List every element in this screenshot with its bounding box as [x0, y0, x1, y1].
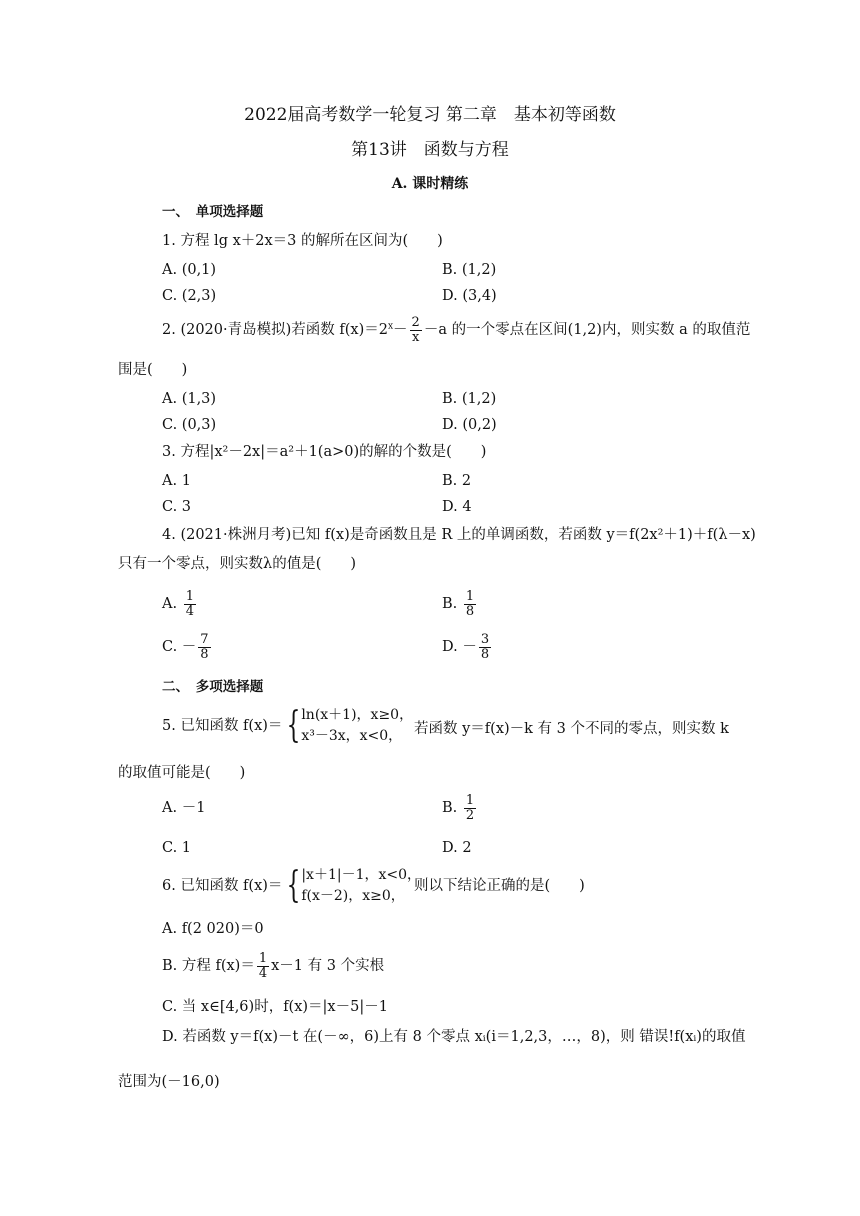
- section-heading: A. 课时精练: [391, 176, 469, 192]
- q6-b-den: 4: [258, 965, 268, 981]
- q6-option-d: D. 若函数 y＝f(x)－t 在(－∞，6)上有 8 个零点 xᵢ(i＝1,2,3，…，8)，则 错误!f(xᵢ)的取值: [162, 1029, 746, 1045]
- question-4-stem: 4. (2021·株洲月考)已知 f(x)是奇函数且是 R 上的单调函数，若函数 y＝f(2x²＋1)＋f(λ－x): [162, 527, 756, 543]
- q4-option-b: [442, 590, 478, 618]
- q6-b-num: 1: [258, 951, 268, 966]
- part-one-heading: 一、 单项选择题: [162, 204, 264, 220]
- q4-option-a: [162, 590, 198, 618]
- q4-a-label: A.: [162, 596, 178, 613]
- q5-option-b: [442, 794, 478, 822]
- q6-option-b: [162, 952, 384, 980]
- q2-stem-post: －a 的一个零点在区间(1,2)内，则实数 a 的取值范: [423, 322, 751, 339]
- q4-d-label: D. －: [442, 639, 477, 656]
- q2-fraction: [410, 316, 422, 344]
- q4-a-num: 1: [185, 589, 194, 604]
- q2-option-d: D. (0,2): [442, 417, 497, 433]
- q2-minus: －: [393, 322, 408, 339]
- q1-option-c: C. (2,3): [162, 288, 217, 304]
- q5-option-a: A. －1: [162, 800, 206, 816]
- q5-case-1: ln(x＋1)，x≥0，: [301, 707, 414, 723]
- q4-a-den: 4: [185, 603, 194, 619]
- q4-d-num: 3: [480, 632, 490, 647]
- q6-b-fraction: [257, 952, 269, 980]
- q4-a-fraction: [184, 590, 196, 618]
- q6-option-c: C. 当 x∈[4,6)时，f(x)＝|x－5|－1: [162, 999, 388, 1015]
- q2-stem-pre: 2. (2020·青岛模拟)若函数 f(x)＝2: [162, 322, 388, 339]
- left-brace-icon: {: [287, 705, 301, 746]
- q5-option-c: C. 1: [162, 840, 192, 856]
- q4-b-den: 8: [465, 603, 475, 619]
- lesson-title: 第13讲 函数与方程: [351, 140, 509, 160]
- q2-frac-num: 2: [411, 315, 420, 330]
- question-4-stem-line2: 只有一个零点，则实数λ的值是( ): [118, 556, 357, 572]
- q3-option-b: B. 2: [442, 473, 472, 489]
- q4-c-den: 8: [200, 646, 209, 662]
- left-brace-icon: {: [287, 865, 301, 906]
- q1-option-a: A. (0,1): [162, 262, 217, 278]
- question-3-stem: 3. 方程|x²－2x|＝a²＋1(a>0)的解的个数是( ): [162, 444, 487, 460]
- q2-option-a: A. (1,3): [162, 391, 217, 407]
- q5-option-d: D. 2: [442, 840, 472, 856]
- question-6-stem-post: 则以下结论正确的是( ): [414, 878, 585, 894]
- q4-b-num: 1: [465, 589, 475, 604]
- q5-piecewise: [301, 705, 413, 747]
- q6-option-a: A. f(2 020)＝0: [162, 921, 264, 937]
- question-5-stem-post: 若函数 y＝f(x)－k 有 3 个不同的零点，则实数 k: [414, 721, 729, 737]
- q3-option-c: C. 3: [162, 499, 192, 515]
- q5-case-2: x³－3x，x<0，: [301, 728, 403, 744]
- q5-b-den: 2: [465, 807, 475, 823]
- q6-stem-pre: 6. 已知函数 f(x)＝: [162, 878, 283, 894]
- q4-option-d: [442, 633, 493, 661]
- q3-option-d: D. 4: [442, 499, 472, 515]
- q6-case-1: |x＋1|－1，x<0，: [301, 867, 422, 883]
- part-two-heading: 二、 多项选择题: [162, 679, 264, 695]
- question-1-stem: 1. 方程 lg x＋2x＝3 的解所在区间为( ): [162, 233, 443, 249]
- q2-option-b: B. (1,2): [442, 391, 497, 407]
- q6-case-2: f(x－2)，x≥0，: [301, 888, 405, 904]
- q4-c-label: C. －: [162, 639, 197, 656]
- q6-b-pre: B. 方程 f(x)＝: [162, 958, 255, 975]
- q5-b-fraction: [464, 794, 476, 822]
- q5-b-num: 1: [465, 793, 475, 808]
- q4-c-fraction: [198, 633, 210, 661]
- q4-b-fraction: [464, 590, 476, 618]
- page-title: 2022届高考数学一轮复习 第二章 基本初等函数: [244, 105, 616, 125]
- question-6-stem: [162, 865, 421, 907]
- q6-piecewise: [301, 865, 421, 907]
- question-2-stem: [162, 316, 750, 344]
- q4-d-den: 8: [480, 646, 490, 662]
- q6-option-d-line2: 范围为(－16,0): [118, 1074, 220, 1090]
- question-5-stem: [162, 705, 413, 747]
- q4-option-c: [162, 633, 213, 661]
- q2-frac-den: x: [412, 329, 420, 345]
- question-5-stem-line2: 的取值可能是( ): [118, 765, 246, 781]
- q1-option-d: D. (3,4): [442, 288, 497, 304]
- q5-stem-pre: 5. 已知函数 f(x)＝: [162, 718, 283, 734]
- q4-c-num: 7: [200, 632, 209, 647]
- q4-b-label: B.: [442, 596, 458, 613]
- q2-exponent: x: [387, 321, 394, 332]
- q2-option-c: C. (0,3): [162, 417, 217, 433]
- question-2-stem-line2: 围是( ): [118, 362, 188, 378]
- q6-b-post: x－1 有 3 个实根: [271, 958, 385, 975]
- q1-option-b: B. (1,2): [442, 262, 497, 278]
- q5-b-label: B.: [442, 800, 458, 817]
- q4-d-fraction: [479, 633, 491, 661]
- q3-option-a: A. 1: [162, 473, 191, 489]
